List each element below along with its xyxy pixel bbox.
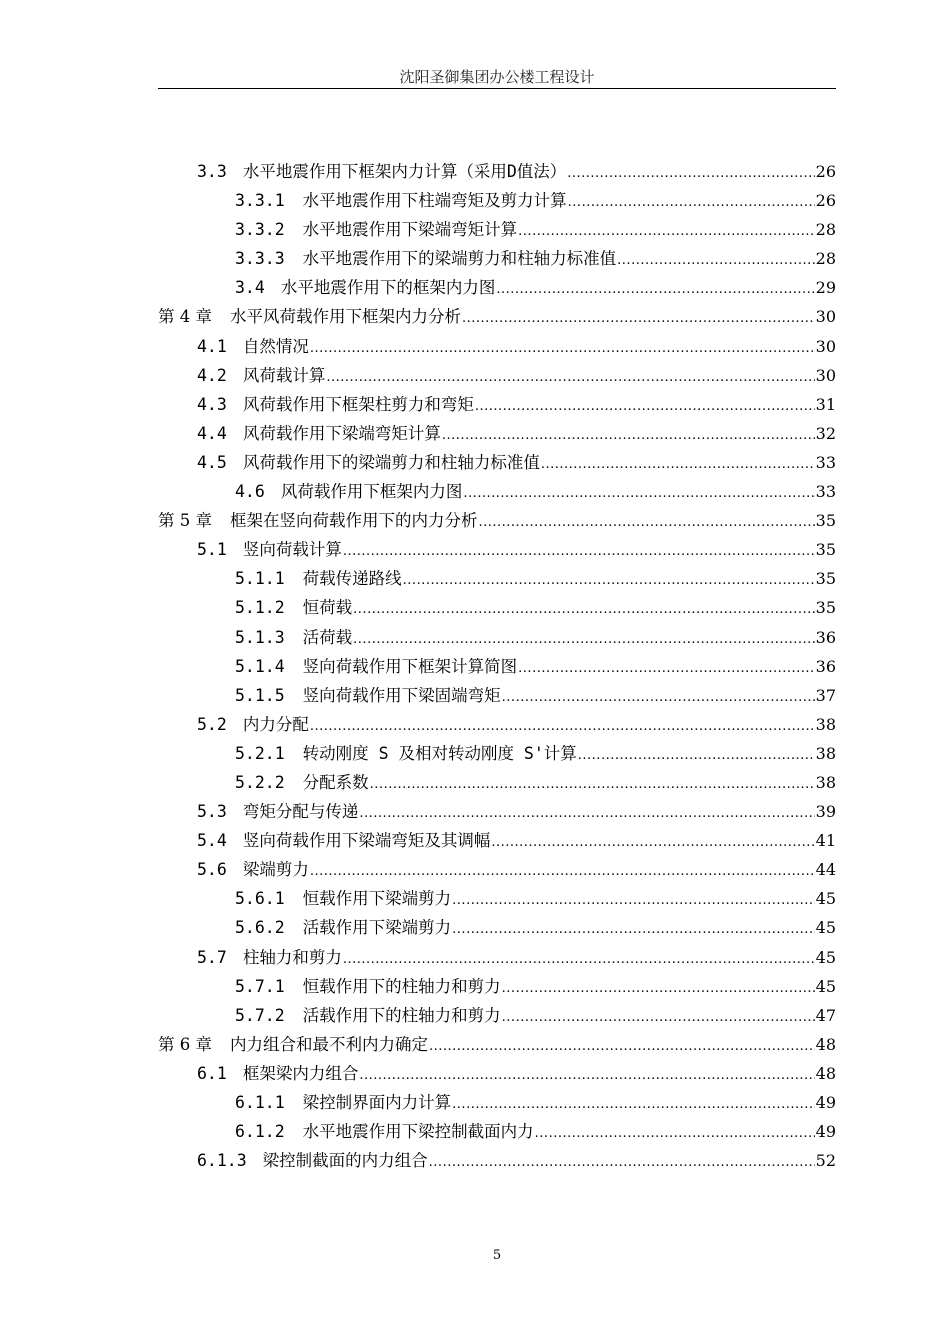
- toc-dot-leader: [310, 712, 815, 741]
- toc-entry-number: 5.7: [197, 947, 227, 967]
- toc-entry-page: 30: [815, 365, 836, 385]
- toc-entry-title: 框架在竖向荷载作用下的内力分析: [230, 511, 478, 531]
- toc-entry-number: 5.6: [197, 860, 227, 880]
- toc-entry-page: 36: [815, 656, 836, 676]
- toc-entry-page: 28: [815, 249, 836, 269]
- toc-entry[interactable]: [158, 361, 836, 390]
- toc-dot-leader: [462, 304, 815, 333]
- toc-dot-leader: [452, 915, 814, 944]
- toc-dot-leader: [442, 421, 815, 450]
- toc-entry[interactable]: [158, 273, 836, 302]
- toc-entry-number: 6.1.1: [235, 1093, 285, 1112]
- toc-entry-page: 36: [815, 627, 836, 647]
- toc-entry-page: 26: [815, 162, 836, 181]
- toc-entry-title: 活载作用下的柱轴力和剪力: [302, 1005, 501, 1025]
- toc-entry[interactable]: [158, 332, 836, 361]
- toc-entry-title: 恒载作用下梁端剪力: [302, 889, 452, 909]
- toc-entry-number: 5.1.3: [235, 627, 285, 647]
- toc-chapter-number: 第 6 章: [158, 1034, 212, 1054]
- toc-dot-leader: [343, 945, 815, 974]
- toc-dot-leader: [452, 1090, 814, 1119]
- toc-dot-leader: [310, 334, 815, 363]
- toc-entry-number: 4.3: [197, 394, 227, 414]
- toc-entry[interactable]: [158, 768, 836, 797]
- toc-entry[interactable]: [158, 1059, 836, 1088]
- toc-entry-title: 水平地震作用下柱端弯矩及剪力计算: [302, 191, 567, 211]
- toc-dot-leader: [359, 1061, 814, 1090]
- toc-chapter-entry[interactable]: [158, 1030, 836, 1059]
- toc-chapter-number: 第 5 章: [158, 511, 212, 531]
- toc-entry-page: 30: [815, 336, 836, 356]
- toc-dot-leader: [326, 363, 814, 392]
- toc-dot-leader: [535, 1119, 815, 1148]
- toc-entry-page: 28: [815, 220, 836, 240]
- toc-entry-page: 41: [815, 831, 836, 851]
- toc-entry-number: 4.5: [197, 452, 227, 472]
- toc-dot-leader: [403, 566, 815, 595]
- toc-entry[interactable]: [158, 623, 836, 652]
- toc-entry-page: 38: [815, 714, 836, 734]
- toc-entry[interactable]: [158, 186, 836, 215]
- toc-dot-leader: [475, 392, 815, 421]
- toc-entry[interactable]: [158, 477, 836, 506]
- toc-entry-number: 5.2: [197, 714, 227, 734]
- toc-entry-number: 3.4: [235, 278, 265, 298]
- toc-chapter-entry[interactable]: [158, 506, 836, 535]
- toc-entry-page: 44: [815, 860, 836, 880]
- toc-entry-title: 水平地震作用下梁控制截面内力: [302, 1122, 534, 1142]
- toc-entry-number: 5.7.1: [235, 976, 285, 996]
- toc-entry-page: 35: [815, 598, 836, 618]
- toc-dot-leader: [502, 683, 815, 712]
- toc-dot-leader: [617, 246, 814, 275]
- toc-entry-title: 荷载传递路线: [302, 569, 402, 589]
- toc-dot-leader: [429, 1148, 815, 1177]
- toc-entry-number: 5.2.2: [235, 772, 285, 792]
- toc-entry-page: 29: [815, 278, 836, 298]
- toc-entry-title: 梁控制界面内力计算: [302, 1093, 452, 1112]
- toc-entry-page: 49: [815, 1093, 836, 1112]
- toc-dot-leader: [452, 886, 814, 915]
- toc-dot-leader: [518, 654, 814, 683]
- toc-entry-number: 5.7.2: [235, 1005, 285, 1025]
- toc-entry-number: 3.3.3: [235, 249, 285, 269]
- toc-entry-page: 26: [815, 191, 836, 211]
- toc-entry-number: 6.1.3: [197, 1151, 247, 1171]
- toc-entry-page: 45: [815, 889, 836, 909]
- toc-entry-title: 风荷载作用下梁端弯矩计算: [242, 423, 441, 443]
- toc-entry-title: 梁端剪力: [242, 860, 309, 880]
- toc-entry-title: 转动刚度 S 及相对转动刚度 S'计算: [302, 743, 577, 763]
- toc-dot-leader: [343, 537, 815, 566]
- toc-entry-page: 39: [815, 802, 836, 822]
- toc-entry-number: 6.1: [197, 1063, 227, 1083]
- toc-dot-leader: [479, 508, 815, 537]
- toc-entry-number: 5.1.5: [235, 685, 285, 705]
- toc-entry[interactable]: [158, 419, 836, 448]
- toc-entry-title: 水平地震作用下框架内力计算（采用D值法）: [242, 162, 567, 181]
- toc-entry[interactable]: [158, 390, 836, 419]
- toc-entry[interactable]: [158, 157, 836, 186]
- toc-entry[interactable]: [158, 855, 836, 884]
- toc-entry-page: 38: [815, 743, 836, 763]
- toc-entry-number: 4.6: [235, 482, 265, 502]
- toc-entry-number: 4.4: [197, 423, 227, 443]
- toc-entry[interactable]: [158, 681, 836, 710]
- toc-entry-number: 3.3.2: [235, 220, 285, 240]
- toc-entry-page: 32: [815, 423, 836, 443]
- toc-entry[interactable]: [158, 448, 836, 477]
- running-header: 沈阳圣御集团办公楼工程设计: [399, 68, 595, 86]
- toc-entry-page: 37: [815, 685, 836, 705]
- toc-entry-title: 竖向荷载作用下梁固端弯矩: [302, 685, 501, 705]
- toc-chapter-entry[interactable]: [158, 302, 836, 331]
- toc-entry-title: 水平风荷载作用下框架内力分析: [230, 307, 461, 327]
- toc-entry-title: 框架梁内力组合: [242, 1063, 359, 1083]
- toc-entry-title: 竖向荷载作用下框架计算简图: [302, 656, 518, 676]
- toc-entry-title: 水平地震作用下的梁端剪力和柱轴力标准值: [302, 249, 617, 269]
- toc-entry-title: 柱轴力和剪力: [242, 947, 342, 967]
- toc-entry-number: 4.1: [197, 336, 227, 356]
- toc-entry[interactable]: [158, 884, 836, 913]
- toc-entry-title: 竖向荷载作用下梁端弯矩及其调幅: [242, 831, 491, 851]
- page-number: 5: [492, 1248, 502, 1263]
- toc-entry-number: 5.4: [197, 831, 227, 851]
- toc-entry-title: 活荷载: [302, 627, 353, 647]
- toc-entry[interactable]: [158, 972, 836, 1001]
- toc-entry[interactable]: [158, 1001, 836, 1030]
- header-rule: [158, 88, 836, 89]
- toc-dot-leader: [359, 799, 814, 828]
- toc-entry-page: 48: [815, 1034, 836, 1054]
- toc-entry-page: 35: [815, 569, 836, 589]
- toc-dot-leader: [578, 741, 815, 770]
- toc-entry[interactable]: [158, 593, 836, 622]
- toc-entry-page: 31: [815, 394, 836, 414]
- toc-entry-title: 内力分配: [242, 714, 309, 734]
- toc-entry-page: 45: [815, 976, 836, 996]
- toc-entry-page: 33: [815, 452, 836, 472]
- toc-dot-leader: [310, 857, 815, 886]
- toc-entry-title: 竖向荷载计算: [242, 540, 342, 560]
- toc-entry[interactable]: [158, 739, 836, 768]
- toc-entry-page: 33: [815, 482, 836, 502]
- toc-dot-leader: [502, 1003, 815, 1032]
- toc-dot-leader: [370, 770, 815, 799]
- toc-entry-title: 风荷载作用下框架柱剪力和弯矩: [242, 394, 474, 414]
- toc-entry-title: 水平地震作用下的框架内力图: [280, 278, 496, 298]
- toc-dot-leader: [568, 188, 815, 217]
- toc-entry-number: 5.1.4: [235, 656, 285, 676]
- toc-dot-leader: [353, 625, 814, 654]
- toc-entry-number: 4.2: [197, 365, 227, 385]
- toc-entry[interactable]: [158, 215, 836, 244]
- toc-entry[interactable]: [158, 244, 836, 273]
- toc-entry-number: 5.1.1: [235, 569, 285, 589]
- toc-entry-page: 48: [815, 1063, 836, 1083]
- toc-entry-title: 恒荷载: [302, 598, 353, 618]
- toc-entry-number: 3.3: [197, 162, 227, 181]
- toc-entry[interactable]: [158, 1117, 836, 1146]
- toc-entry-page: 35: [815, 511, 836, 531]
- toc-chapter-number: 第 4 章: [158, 307, 212, 327]
- toc-entry[interactable]: [158, 913, 836, 942]
- toc-entry[interactable]: [158, 826, 836, 855]
- toc-entry-title: 活载作用下梁端剪力: [302, 918, 452, 938]
- toc-entry-number: 5.2.1: [235, 743, 285, 763]
- toc-entry[interactable]: [158, 710, 836, 739]
- toc-entry-page: 47: [815, 1005, 836, 1025]
- toc-dot-leader: [496, 275, 814, 304]
- toc-dot-leader: [541, 450, 815, 479]
- toc-dot-leader: [463, 479, 814, 508]
- toc-entry-title: 梁控制截面的内力组合: [262, 1151, 428, 1171]
- toc-entry[interactable]: [158, 797, 836, 826]
- toc-entry[interactable]: [158, 652, 836, 681]
- toc-entry-page: 30: [815, 307, 836, 327]
- toc-dot-leader: [502, 974, 815, 1003]
- toc-entry[interactable]: [158, 1146, 836, 1175]
- toc-entry[interactable]: [158, 564, 836, 593]
- toc-dot-leader: [518, 217, 814, 246]
- toc-entry-page: 45: [815, 947, 836, 967]
- toc-entry-number: 3.3.1: [235, 191, 285, 211]
- toc-entry[interactable]: [158, 943, 836, 972]
- toc-entry[interactable]: [158, 1088, 836, 1117]
- toc-entry-title: 水平地震作用下梁端弯矩计算: [302, 220, 518, 240]
- toc-entry-page: 35: [815, 540, 836, 560]
- table-of-contents: [158, 157, 836, 1175]
- toc-entry-page: 38: [815, 772, 836, 792]
- toc-entry-title: 风荷载计算: [242, 365, 326, 385]
- toc-entry-number: 5.1: [197, 540, 227, 560]
- toc-entry[interactable]: [158, 535, 836, 564]
- toc-dot-leader: [353, 595, 814, 624]
- toc-entry-title: 恒载作用下的柱轴力和剪力: [302, 976, 501, 996]
- toc-entry-title: 风荷载作用下框架内力图: [280, 482, 463, 502]
- toc-entry-title: 风荷载作用下的梁端剪力和柱轴力标准值: [242, 452, 540, 472]
- toc-entry-page: 45: [815, 918, 836, 938]
- toc-entry-title: 内力组合和最不利内力确定: [230, 1034, 428, 1054]
- toc-dot-leader: [567, 159, 814, 188]
- toc-entry-number: 5.3: [197, 802, 227, 822]
- toc-entry-number: 5.6.1: [235, 889, 285, 909]
- toc-entry-title: 分配系数: [302, 772, 369, 792]
- toc-dot-leader: [491, 828, 814, 857]
- toc-entry-number: 5.6.2: [235, 918, 285, 938]
- toc-entry-number: 5.1.2: [235, 598, 285, 618]
- toc-dot-leader: [429, 1032, 815, 1061]
- toc-entry-title: 弯矩分配与传递: [242, 802, 359, 822]
- toc-entry-title: 自然情况: [242, 336, 309, 356]
- toc-entry-page: 52: [815, 1151, 836, 1171]
- toc-entry-number: 6.1.2: [235, 1122, 285, 1142]
- toc-entry-page: 49: [815, 1122, 836, 1142]
